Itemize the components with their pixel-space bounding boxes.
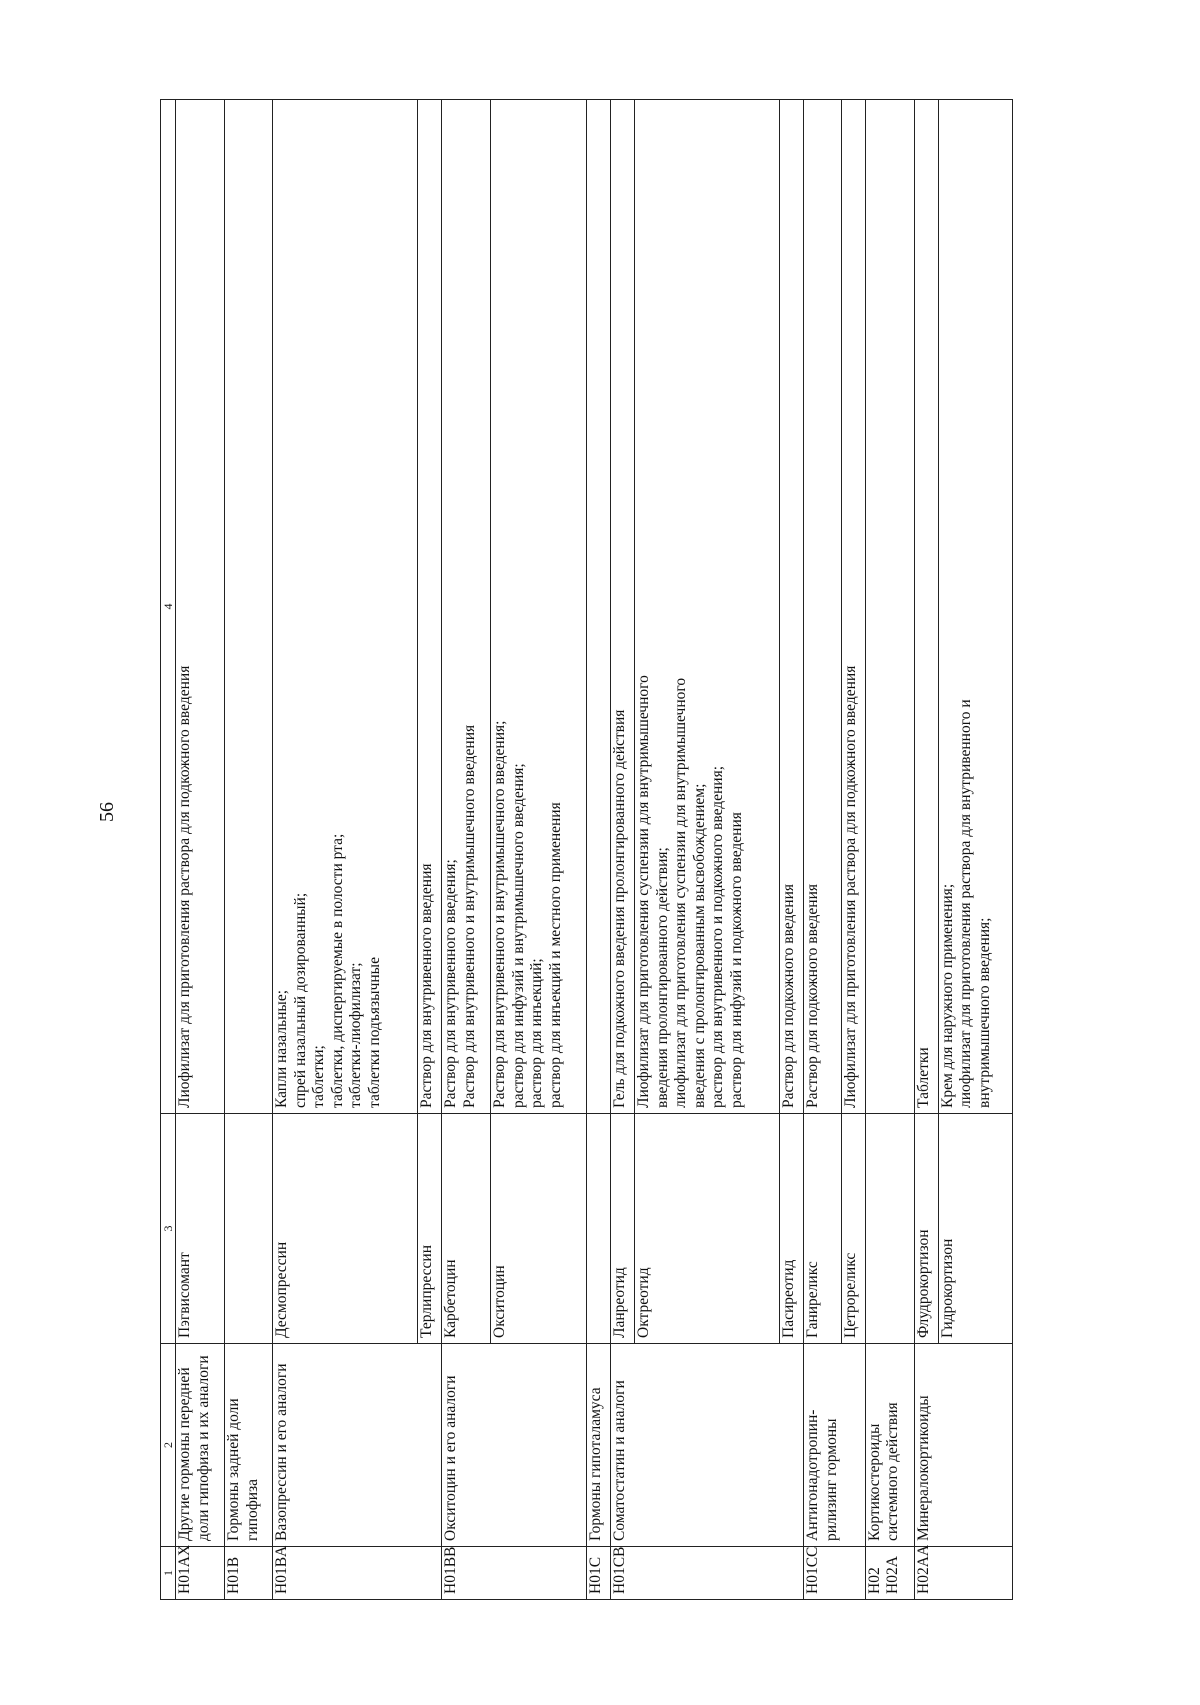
drug-name: Цетрореликс (841, 1114, 865, 1344)
dosage-form-line: раствор для внутривенного и подкожного введения; (709, 765, 727, 1108)
dosage-forms (442, 100, 491, 1114)
table-row (176, 100, 225, 1600)
dosage-forms (176, 100, 225, 1114)
drug-name: Октреотид (635, 1114, 780, 1344)
rotated-table-container (160, 100, 1045, 1600)
drug-name: Окситоцин (491, 1114, 587, 1344)
atc-group-line: Антигонадотропин- (804, 1409, 821, 1541)
atc-group (225, 1344, 273, 1547)
atc-code: H01AX (176, 1547, 225, 1600)
dosage-forms (273, 100, 418, 1114)
header-col-1: 1 (161, 1547, 176, 1600)
drug-name: Пэгвисомант (176, 1114, 225, 1344)
table-row (225, 100, 273, 1600)
dosage-form-line: Раствор для подкожного введения (780, 883, 797, 1108)
dosage-form-line: раствор для инфузий и подкожного введения (727, 812, 745, 1108)
atc-group-line: Соматостатин и аналоги (611, 1380, 628, 1541)
drug-name: Ганиреликс (804, 1114, 842, 1344)
table-row (273, 100, 418, 1600)
atc-group (841, 1344, 865, 1547)
atc-code (491, 1547, 587, 1600)
drug-name: Гидрокортизон (938, 1114, 1012, 1344)
table-row (442, 100, 491, 1600)
atc-group-line: Другие гормоны передней (176, 1367, 193, 1541)
table-row (780, 100, 804, 1600)
dosage-form-line: введения пролонгированного действия; (653, 847, 671, 1108)
drug-name: Ланреотид (611, 1114, 635, 1344)
dosage-forms (418, 100, 442, 1114)
table-row (841, 100, 865, 1600)
atc-group (176, 1344, 225, 1547)
atc-group (804, 1344, 842, 1547)
table-row (611, 100, 635, 1600)
table-row (635, 100, 780, 1600)
atc-code-line: H02 (865, 1567, 883, 1594)
dosage-form-line: Гель для подкожного введения пролонгированного действия (611, 709, 628, 1108)
atc-code (635, 1547, 780, 1600)
atc-code-line: H02A (884, 1556, 902, 1594)
dosage-form-line: внутримышечного введения; (975, 917, 993, 1108)
dosage-form-line: Лиофилизат для приготовления раствора для подкожного введения (841, 665, 859, 1108)
drug-name: Карбетоцин (442, 1114, 491, 1344)
table-row (938, 100, 1012, 1600)
table-row (491, 100, 587, 1600)
atc-code: H01CB (611, 1547, 635, 1600)
dosage-form-line: раствор для инфузий и внутримышечного введения; (509, 763, 527, 1108)
dosage-form-line: таблетки подъязычные (365, 957, 383, 1108)
atc-group (587, 1344, 611, 1547)
dosage-form-line: Раствор для внутривенного введения; (442, 859, 459, 1108)
dosage-forms (491, 100, 587, 1114)
dosage-form-line: раствор для инъекций и местного применения (546, 802, 564, 1108)
atc-group-line: Кортикостероиды (865, 1423, 883, 1541)
drug-name (865, 1114, 914, 1344)
atc-group-line: Гормоны задней доли (225, 1398, 242, 1541)
dosage-form-line: раствор для инъекций; (528, 958, 546, 1108)
dosage-form-line: Таблетки (914, 1047, 932, 1108)
atc-code: H01BA (273, 1547, 418, 1600)
dosage-forms (587, 100, 611, 1114)
dosage-form-line: лиофилизат для приготовления суспензии для внутримышечного (672, 677, 690, 1108)
drug-table (160, 99, 1013, 1600)
atc-group-line: Вазопрессин и его аналоги (273, 1363, 290, 1541)
atc-code: H01BB (442, 1547, 491, 1600)
header-col-3: 3 (161, 1114, 176, 1344)
atc-group (780, 1344, 804, 1547)
dosage-form-line: лиофилизат для приготовления раствора для внутривенного и (957, 699, 975, 1108)
dosage-forms (635, 100, 780, 1114)
drug-name (587, 1114, 611, 1344)
drug-name (225, 1114, 273, 1344)
dosage-form-line: Лиофилизат для приготовления раствора для подкожного введения (176, 665, 193, 1108)
dosage-form-line: таблетки-лиофилизат; (347, 962, 365, 1108)
atc-group-line: Окситоцин и его аналоги (442, 1375, 459, 1541)
atc-group-line: Минералокортикоиды (914, 1395, 932, 1541)
dosage-form-line: Лиофилизат для приготовления суспензии для внутримышечного (635, 675, 652, 1108)
dosage-form-line: Крем для наружного применения; (938, 883, 956, 1108)
dosage-form-line: Раствор для внутривенного введения (418, 863, 435, 1108)
header-col-4: 4 (161, 100, 176, 1114)
dosage-form-line: введения с пролонгированным высвобождением; (690, 783, 708, 1108)
dosage-forms (611, 100, 635, 1114)
atc-group-line: Гормоны гипоталамуса (587, 1387, 604, 1541)
atc-group (491, 1344, 587, 1547)
atc-code (780, 1547, 804, 1600)
dosage-forms (938, 100, 1012, 1114)
atc-group (442, 1344, 491, 1547)
atc-group-line: рилизинг гормоны (822, 1418, 840, 1541)
dosage-form-line: Раствор для подкожного введения (804, 883, 821, 1108)
dosage-forms (780, 100, 804, 1114)
page-number: 56 (96, 802, 118, 822)
table-row (804, 100, 842, 1600)
atc-code (865, 1547, 914, 1600)
header-row (161, 100, 176, 1600)
atc-code (938, 1547, 1012, 1600)
atc-group (635, 1344, 780, 1547)
dosage-form-line: спрей назальный дозированный; (291, 892, 309, 1108)
atc-code: H01CC (804, 1547, 842, 1600)
atc-group-line: системного действия (884, 1402, 902, 1541)
atc-group (914, 1344, 938, 1547)
atc-code: H01C (587, 1547, 611, 1600)
dosage-forms (914, 100, 938, 1114)
atc-code: H01B (225, 1547, 273, 1600)
atc-code (841, 1547, 865, 1600)
dosage-form-line: Капли назальные; (273, 989, 290, 1108)
atc-group-line: доли гипофиза и их аналоги (194, 1355, 212, 1541)
drug-name: Пасиреотид (780, 1114, 804, 1344)
atc-group (865, 1344, 914, 1547)
dosage-form-line: Раствор для внутривенного и внутримышечного введения (460, 724, 478, 1108)
atc-group-line: гипофиза (243, 1478, 261, 1541)
table-row (418, 100, 442, 1600)
dosage-forms (841, 100, 865, 1114)
atc-group (418, 1344, 442, 1547)
dosage-forms (225, 100, 273, 1114)
dosage-form-line: таблетки; (310, 1045, 328, 1108)
dosage-form-line: Раствор для внутривенного и внутримышечного введения; (491, 720, 508, 1108)
table-row (914, 100, 938, 1600)
drug-name: Терлипрессин (418, 1114, 442, 1344)
dosage-forms (865, 100, 914, 1114)
table-row (865, 100, 914, 1600)
table-row (587, 100, 611, 1600)
header-col-2: 2 (161, 1344, 176, 1547)
drug-name: Флудрокортизон (914, 1114, 938, 1344)
atc-code: H02AA (914, 1547, 938, 1600)
atc-code (418, 1547, 442, 1600)
dosage-form-line: таблетки, диспергируемые в полости рта; (328, 833, 346, 1108)
atc-group (273, 1344, 418, 1547)
atc-group (938, 1344, 1012, 1547)
dosage-forms (804, 100, 842, 1114)
atc-group (611, 1344, 635, 1547)
drug-name: Десмопрессин (273, 1114, 418, 1344)
